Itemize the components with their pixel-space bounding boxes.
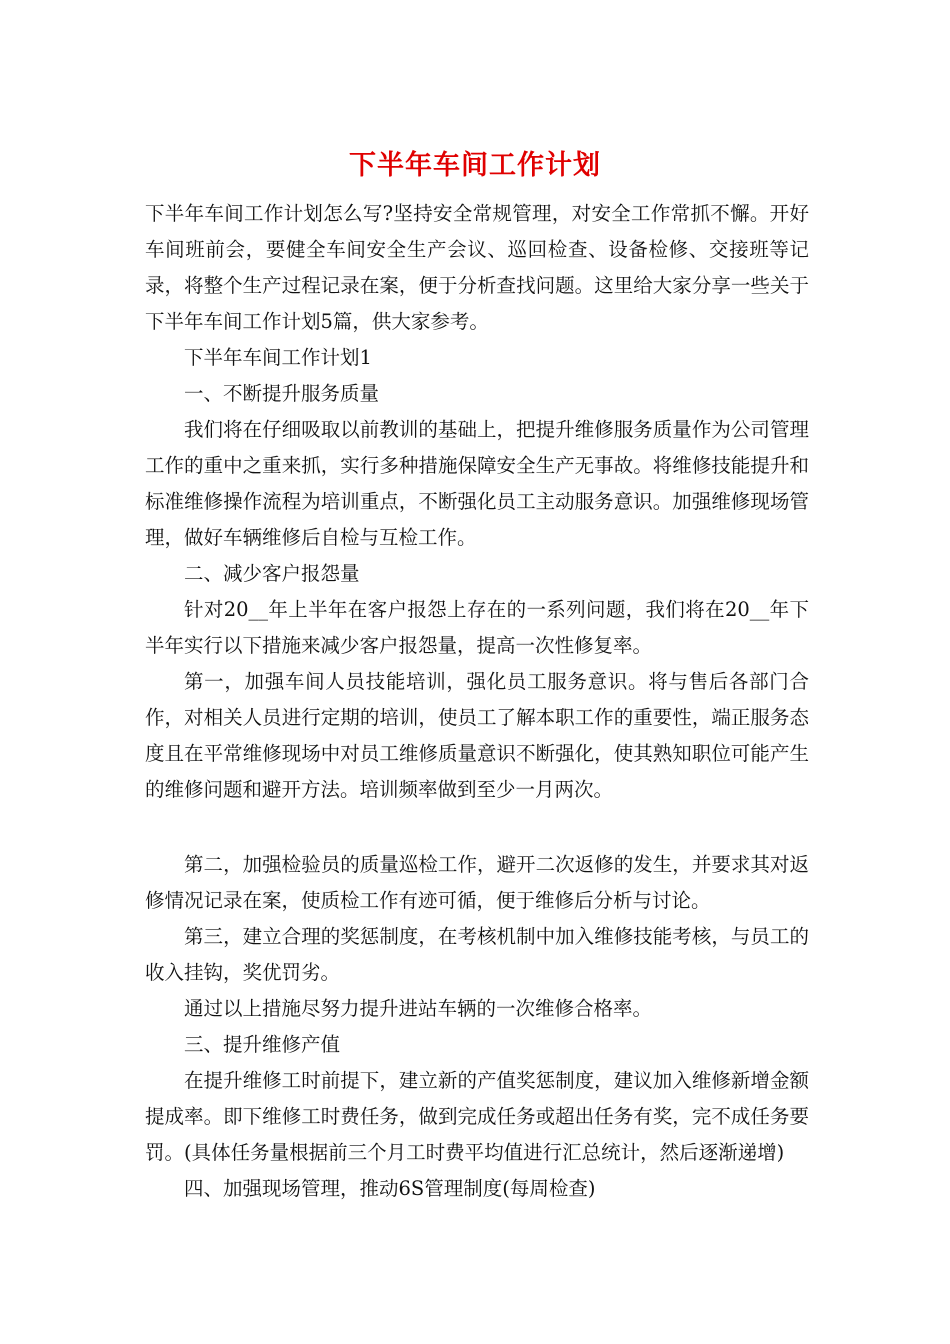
section-heading-1: 一、不断提升服务质量 (184, 382, 380, 405)
document-body (145, 196, 809, 1207)
summary-paragraph: 通过以上措施尽努力提升进站车辆的一次维修合格率。 (184, 997, 653, 1020)
section-1-paragraph: 我们将在仔细吸取以前教训的基础上，把提升维修服务质量作为公司管理工作的重中之重来抓，实行多种措施保障安全生产无事故。将维修技能提升和标准维修操作流程为培训重点，不断强化员工主动服务意识。加强维修现场管理，做好车辆维修后自检与互检工作。 (145, 418, 809, 549)
section-heading-3: 三、提升维修产值 (184, 1033, 341, 1056)
measure-2-paragraph: 第二，加强检验员的质量巡检工作，避开二次返修的发生，并要求其对返修情况记录在案，使质检工作有迹可循，便于维修后分析与讨论。 (145, 853, 809, 912)
document-title: 下半年车间工作计划 (349, 150, 601, 181)
intro-paragraph: 下半年车间工作计划怎么写?坚持安全常规管理，对安全工作常抓不懈。开好车间班前会，要健全车间安全生产会议、巡回检查、设备检修、交接班等记录，将整个生产过程记录在案，便于分析查找问题。这里给大家分享一些关于下半年车间工作计划5篇，供大家参考。 (145, 202, 809, 333)
section-heading-2: 二、减少客户报怨量 (184, 562, 360, 585)
section-2-intro-paragraph: 针对20__年上半年在客户报怨上存在的一系列问题，我们将在20__年下半年实行以下措施来减少客户报怨量，提高一次性修复率。 (145, 598, 809, 657)
section-3-paragraph: 在提升维修工时前提下，建立新的产值奖惩制度，建议加入维修新增金额提成率。即下维修工时费任务，做到完成任务或超出任务有奖，完不成任务要罚。(具体任务量根据前三个月工时费平均值进行汇总统计，然后逐渐递增) (145, 1069, 809, 1164)
measure-3-paragraph: 第三，建立合理的奖惩制度，在考核机制中加入维修技能考核，与员工的收入挂钩，奖优罚劣。 (145, 925, 809, 984)
plan-heading: 下半年车间工作计划1 (184, 346, 372, 369)
blank-line (145, 808, 809, 847)
section-heading-4: 四、加强现场管理，推动6S管理制度(每周检查) (184, 1177, 596, 1200)
measure-1-paragraph: 第一，加强车间人员技能培训，强化员工服务意识。将与售后各部门合作，对相关人员进行定期的培训，使员工了解本职工作的重要性，端正服务态度且在平常维修现场中对员工维修质量意识不断强化，使其熟知职位可能产生的维修问题和避开方法。培训频率做到至少一月两次。 (145, 670, 809, 801)
